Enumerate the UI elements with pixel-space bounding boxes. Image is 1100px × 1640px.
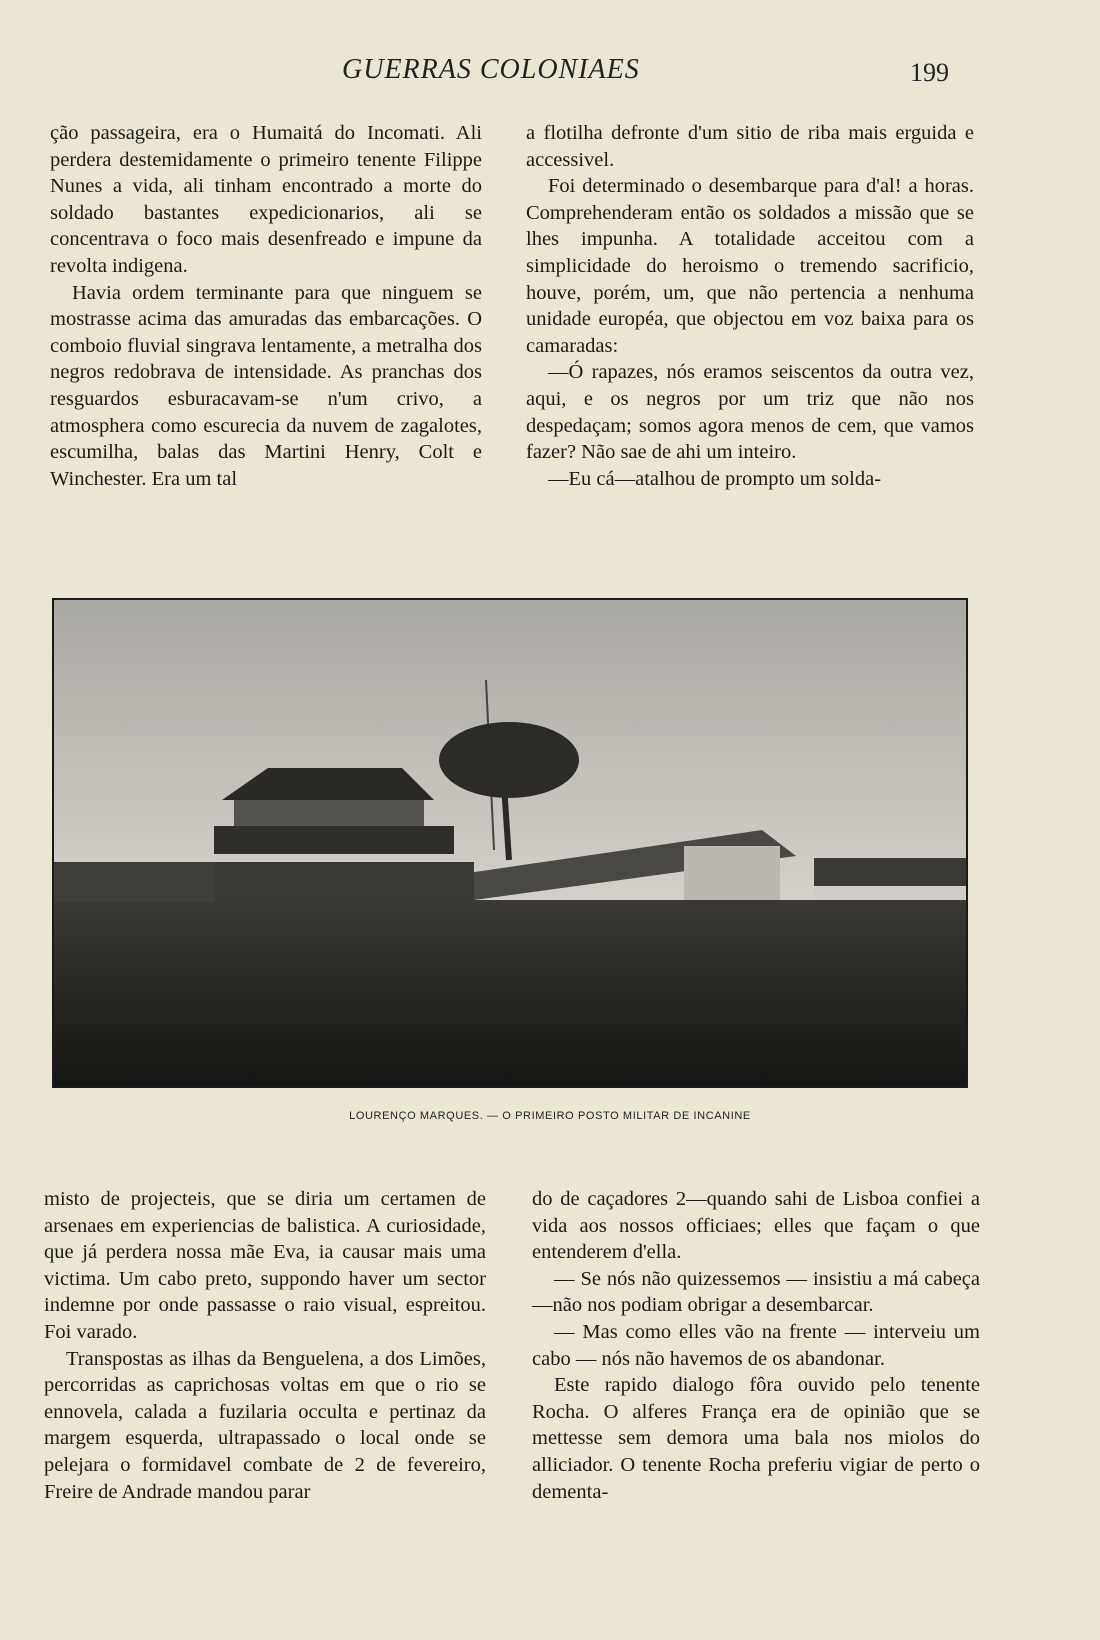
dialogue-paragraph: — Mas como elles vão na frente — interveiu um cabo — nós não havemos de os abandonar.: [532, 1320, 980, 1370]
photograph-military-post: [52, 598, 968, 1088]
photo-illustration: [54, 600, 966, 1086]
dialogue-paragraph: —Eu cá—atalhou de prompto um solda-: [548, 467, 882, 490]
text-column-bottom-right: [532, 1186, 980, 1505]
text-column-top-right: [526, 120, 974, 492]
dialogue-paragraph: — Se nós não quizessemos — insistiu a má cabeça—não nos podiam obrigar a desembarcar.: [532, 1267, 980, 1317]
figure-caption: LOURENÇO MARQUES. — O PRIMEIRO POSTO MILITAR DE INCANINE: [349, 1110, 751, 1122]
paragraph: ção passageira, era o Humaitá do Incomati. Ali perdera destemidamente o primeiro tenente Filippe Nunes a vida, ali tinham encontrado a morte do soldado bastantes expedicionarios, ali se concentrava o foco mais desenfreado e impune da revolta indigena.: [50, 122, 482, 277]
text-column-bottom-left: [44, 1186, 486, 1505]
paragraph: a flotilha defronte d'um sitio de riba mais erguida e accessivel.: [526, 122, 974, 171]
text-column-top-left: [50, 120, 482, 492]
paragraph: do de caçadores 2—quando sahi de Lisboa confiei a vida aos nossos officiaes; elles que façam o que entenderem d'ella.: [532, 1188, 980, 1264]
paragraph: Havia ordem terminante para que ninguem se mostrasse acima das amuradas das embarcações. O comboio fluvial singrava lentamente, a metralha dos negros redobrava de intensidade. As pranchas dos resguardos esburacavam-se n'um crivo, a atmosphera como escurecia da nuvem de zagalotes, escumilha, balas das Martini Henry, Colt e Winchester. Era um tal: [50, 281, 482, 490]
running-title: GUERRAS COLONIAES: [342, 54, 640, 85]
paragraph: Este rapido dialogo fôra ouvido pelo tenente Rocha. O alferes França era de opinião que se mettesse sem demora uma bala nos miolos do alliciador. O tenente Rocha preferiu vigiar de perto o dementa-: [532, 1374, 980, 1503]
dialogue-paragraph: —Ó rapazes, nós eramos seiscentos da outra vez, aqui, e os negros por um triz que não nos despedaçam; somos agora menos de cem, que vamos fazer? Não sae de ahi um inteiro.: [526, 361, 974, 464]
paragraph: Transpostas as ilhas da Benguelena, a dos Limões, percorridas as caprichosas voltas em que o rio se ennovela, calada a fuzilaria occulta e pertinaz da margem esquerda, ultrapassado o local onde se pelejara o formidavel combate de 2 de fevereiro, Freire de Andrade mandou parar: [44, 1347, 486, 1503]
paragraph: Foi determinado o desembarque para d'al! a horas. Comprehenderam então os soldados a missão que se lhes impunha. A totalidade acceitou com a simplicidade do heroismo o tremendo sacrificio, houve, porém, um, que não pertencia a nenhuma unidade européa, que objectou em voz baixa para os camaradas:: [526, 175, 974, 357]
page-number: 199: [910, 58, 949, 87]
paragraph: misto de projecteis, que se diria um certamen de arsenaes em experiencias de balistica. A curiosidade, que já perdera nossa mãe Eva, ia causar mais uma victima. Um cabo preto, suppondo haver um sector indemne por onde passasse o raio visual, espreitou. Foi varado.: [44, 1188, 486, 1343]
